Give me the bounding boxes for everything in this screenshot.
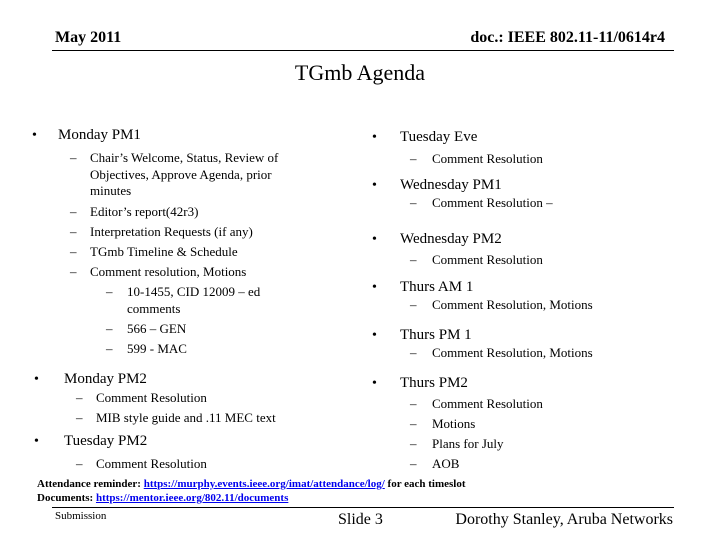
- dash-marker: –: [76, 456, 83, 471]
- dash-marker: –: [106, 321, 113, 336]
- dash-marker: –: [70, 244, 77, 259]
- dash-marker: –: [70, 264, 77, 279]
- attendance-reminder: [37, 478, 466, 490]
- list-item: AOB: [432, 456, 460, 471]
- author: Dorothy Stanley, Aruba Networks: [455, 511, 673, 528]
- bullet-dot: •: [34, 434, 39, 449]
- attendance-link[interactable]: https://murphy.events.ieee.org/imat/attendance/log/: [143, 478, 385, 490]
- tuesday-eve-heading: Tuesday Eve: [400, 129, 478, 145]
- dash-marker: –: [106, 341, 113, 356]
- dash-marker: –: [410, 456, 417, 471]
- footer-rule: [52, 507, 674, 508]
- thurs-pm2-heading: Thurs PM2: [400, 375, 468, 391]
- header-doc-id: doc.: IEEE 802.11-11/0614r4: [470, 29, 665, 46]
- list-item: Comment Resolution: [432, 151, 543, 166]
- tuesday-pm2-heading: Tuesday PM2: [64, 433, 148, 449]
- dash-marker: –: [410, 297, 417, 312]
- list-item: Comment Resolution –: [432, 195, 553, 210]
- list-item: Objectives, Approve Agenda, prior: [90, 167, 272, 182]
- thurs-pm1-heading: Thurs PM 1: [400, 327, 472, 343]
- list-item: Editor’s report(42r3): [90, 204, 199, 219]
- bullet-dot: •: [372, 178, 377, 193]
- list-item: Comment Resolution: [432, 252, 543, 267]
- bullet-dot: •: [32, 128, 37, 143]
- documents-link[interactable]: https://mentor.ieee.org/802.11/documents: [95, 492, 289, 504]
- dash-marker: –: [410, 252, 417, 267]
- dash-marker: –: [410, 436, 417, 451]
- list-item: Comment Resolution: [96, 390, 207, 405]
- documents-prefix: Documents:: [37, 492, 94, 504]
- header-date: May 2011: [55, 29, 122, 46]
- list-item: 599 - MAC: [127, 341, 187, 356]
- wednesday-pm1-heading: Wednesday PM1: [400, 177, 502, 193]
- list-item: Comment Resolution, Motions: [432, 345, 593, 360]
- dash-marker: –: [70, 150, 77, 165]
- wednesday-pm2-heading: Wednesday PM2: [400, 231, 502, 247]
- bullet-dot: •: [372, 280, 377, 295]
- list-item: Motions: [432, 416, 476, 431]
- thurs-am1-heading: Thurs AM 1: [400, 279, 474, 295]
- dash-marker: –: [70, 224, 77, 239]
- list-item: Plans for July: [432, 436, 504, 451]
- dash-marker: –: [410, 345, 417, 360]
- header-rule: [52, 50, 674, 51]
- list-item: 10-1455, CID 12009 – ed: [127, 284, 261, 299]
- dash-marker: –: [70, 204, 77, 219]
- list-item: Comment Resolution: [96, 456, 207, 471]
- list-item: TGmb Timeline & Schedule: [90, 244, 238, 259]
- attendance-suffix: for each timeslot: [387, 478, 466, 490]
- bullet-dot: •: [34, 372, 39, 387]
- list-item: MIB style guide and .11 MEC text: [96, 410, 276, 425]
- list-item: Comment Resolution: [432, 396, 543, 411]
- attendance-prefix: Attendance reminder:: [37, 478, 141, 490]
- monday-pm2-heading: Monday PM2: [64, 371, 147, 387]
- dash-marker: –: [410, 396, 417, 411]
- list-item: Comment resolution, Motions: [90, 264, 247, 279]
- documents-line: [37, 492, 288, 504]
- dash-marker: –: [410, 416, 417, 431]
- list-item: minutes: [90, 183, 132, 198]
- list-item: Chair’s Welcome, Status, Review of: [90, 150, 279, 165]
- dash-marker: –: [410, 195, 417, 210]
- list-item: Interpretation Requests (if any): [90, 224, 253, 239]
- dash-marker: –: [410, 151, 417, 166]
- dash-marker: –: [76, 390, 83, 405]
- dash-marker: –: [106, 284, 113, 299]
- bullet-dot: •: [372, 130, 377, 145]
- list-item: comments: [127, 301, 181, 316]
- dash-marker: –: [76, 410, 83, 425]
- monday-pm1-heading: Monday PM1: [58, 127, 141, 143]
- bullet-dot: •: [372, 232, 377, 247]
- list-item: Comment Resolution, Motions: [432, 297, 593, 312]
- bullet-dot: •: [372, 328, 377, 343]
- submission-label: Submission: [55, 510, 107, 522]
- slide-number: Slide 3: [338, 511, 383, 528]
- slide-title: TGmb Agenda: [294, 60, 426, 85]
- bullet-dot: •: [372, 376, 377, 391]
- list-item: 566 – GEN: [127, 321, 187, 336]
